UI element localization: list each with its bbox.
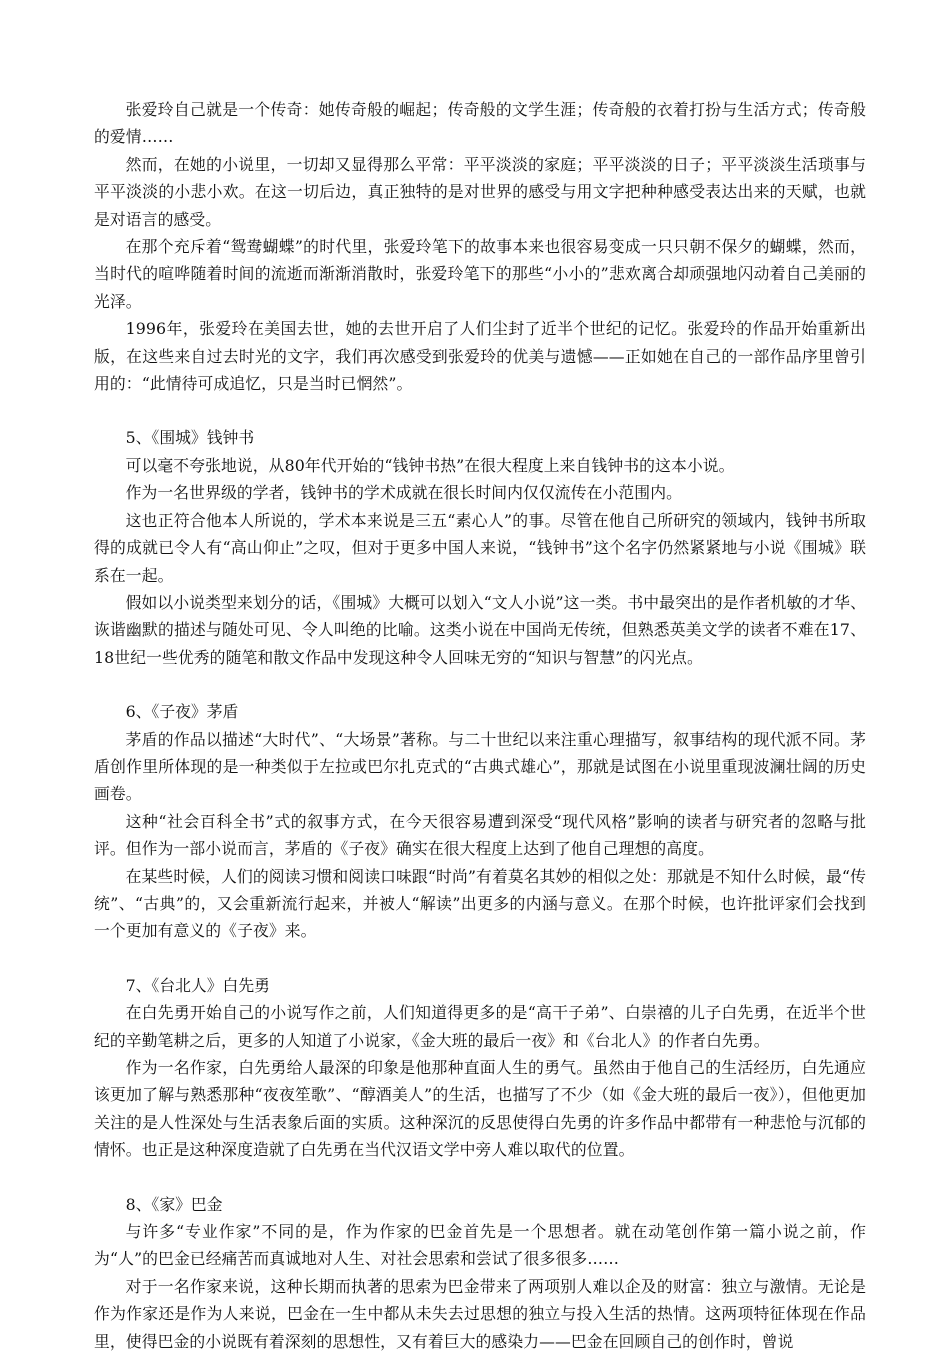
paragraph: 在白先勇开始自己的小说写作之前，人们知道得更多的是“高干子弟”、白崇禧的儿子白先勇，在近半个世纪的辛勤笔耕之后，更多的人知道了小说家，《金大班的最后一夜》和《台北人》的作者白先勇。 bbox=[94, 1003, 866, 1050]
paragraph: 与许多“专业作家”不同的是，作为作家的巴金首先是一个思想者。就在动笔创作第一篇小说之前，作为“人”的巴金已经痛苦而真诚地对人生、对社会思索和尝试了很多很多…… bbox=[94, 1222, 866, 1269]
paragraph: 这也正符合他本人所说的，学术本来说是三五“素心人”的事。尽管在他自己所研究的领域内，钱钟书所取得的成就已令人有“高山仰止”之叹，但对于更多中国人来说，“钱钟书”这个名字仍然紧紧地与小说《围城》联系在一起。 bbox=[94, 510, 866, 585]
paragraph: 对于一名作家来说，这种长期而执著的思索为巴金带来了两项别人难以企及的财富：独立与激情。无论是作为作家还是作为人来说，巴金在一生中都从未失去过思想的独立与投入生活的热情。这两项特征体现在作品里，使得巴金的小说既有着深刻的思想性，又有着巨大的感染力——巴金在回顾自己的创作时，曾说 bbox=[94, 1276, 866, 1351]
paragraph: 张爱玲自己就是一个传奇：她传奇般的崛起；传奇般的文学生涯；传奇般的衣着打扮与生活方式；传奇般的爱情…… bbox=[94, 100, 866, 147]
paragraph: 这种“社会百科全书”式的叙事方式，在今天很容易遭到深受“现代风格”影响的读者与研究者的忽略与批评。但作为一部小说而言，茅盾的《子夜》确实在很大程度上达到了他自己理想的高度。 bbox=[94, 811, 866, 859]
document-page bbox=[94, 96, 866, 1355]
section-heading: 6、《子夜》茅盾 bbox=[125, 702, 239, 722]
paragraph: 可以毫不夸张地说，从80年代开始的“钱钟书热”在很大程度上来自钱钟书的这本小说。 bbox=[125, 455, 735, 475]
section-heading: 5、《围城》钱钟书 bbox=[125, 428, 255, 448]
paragraph: 作为一名作家，白先勇给人最深的印象是他那种直面人生的勇气。虽然由于他自己的生活经历，白先通应该更加了解与熟悉那种“夜夜笙歌”、“醇酒美人”的生活，也描写了不少（如《金大班的最后一夜》），但他更加关注的是人性深处与生活表象后面的实质。这种深沉的反思使得白先勇的许多作品中都带有一种悲怆与沉郁的情怀。也正是这种深度造就了白先勇在当代汉语文学中旁人难以取代的位置。 bbox=[94, 1058, 866, 1160]
paragraph: 假如以小说类型来划分的话，《围城》大概可以划入“文人小说”这一类。书中最突出的是作者机敏的才华、诙谐幽默的描述与随处可见、令人叫绝的比喻。这类小说在中国尚无传统，但熟悉英美文学的读者不难在17、18世纪一些优秀的随笔和散文作品中发现这种令人回味无穷的“知识与智慧”的闪光点。 bbox=[94, 592, 866, 667]
section-heading: 7、《台北人》白先勇 bbox=[125, 975, 270, 995]
section-heading: 8、《家》巴金 bbox=[125, 1194, 223, 1214]
paragraph: 作为一名世界级的学者，钱钟书的学术成就在很长时间内仅仅流传在小范围内。 bbox=[125, 483, 682, 503]
paragraph: 然而，在她的小说里，一切却又显得那么平常：平平淡淡的家庭；平平淡淡的日子；平平淡淡生活琐事与平平淡淡的小悲小欢。在这一切后边，真正独特的是对世界的感受与用文字把种种感受表达出来的天赋，也就是对语言的感受。 bbox=[94, 154, 866, 229]
paragraph: 1996年，张爱玲在美国去世，她的去世开启了人们尘封了近半个世纪的记忆。张爱玲的作品开始重新出版，在这些来自过去时光的文字，我们再次感受到张爱玲的优美与遗憾——正如她在自己的一部作品序里曾引用的：“此情待可成追忆，只是当时已惘然”。 bbox=[94, 319, 866, 394]
paragraph: 在那个充斥着“鸳鸯蝴蝶”的时代里，张爱玲笔下的故事本来也很容易变成一只只朝不保夕的蝴蝶，然而，当时代的喧哗随着时间的流逝而渐渐消散时，张爱玲笔下的那些“小小的”悲欢离合却顽强地闪动着自己美丽的光泽。 bbox=[94, 237, 866, 311]
paragraph: 茅盾的作品以描述“大时代”、“大场景”著称。与二十世纪以来注重心理描写，叙事结构的现代派不同。茅盾创作里所体现的是一种类似于左拉或巴尔扎克式的“古典式雄心”，那就是试图在小说里重现波澜壮阔的历史画卷。 bbox=[94, 729, 866, 804]
paragraph: 在某些时候，人们的阅读习惯和阅读口味跟“时尚”有着莫名其妙的相似之处：那就是不知什么时候，最“传统”、“古典”的，又会重新流行起来，并被人“解读”出更多的内涵与意义。在那个时候，也许批评家们会找到一个更加有意义的《子夜》来。 bbox=[94, 866, 866, 941]
